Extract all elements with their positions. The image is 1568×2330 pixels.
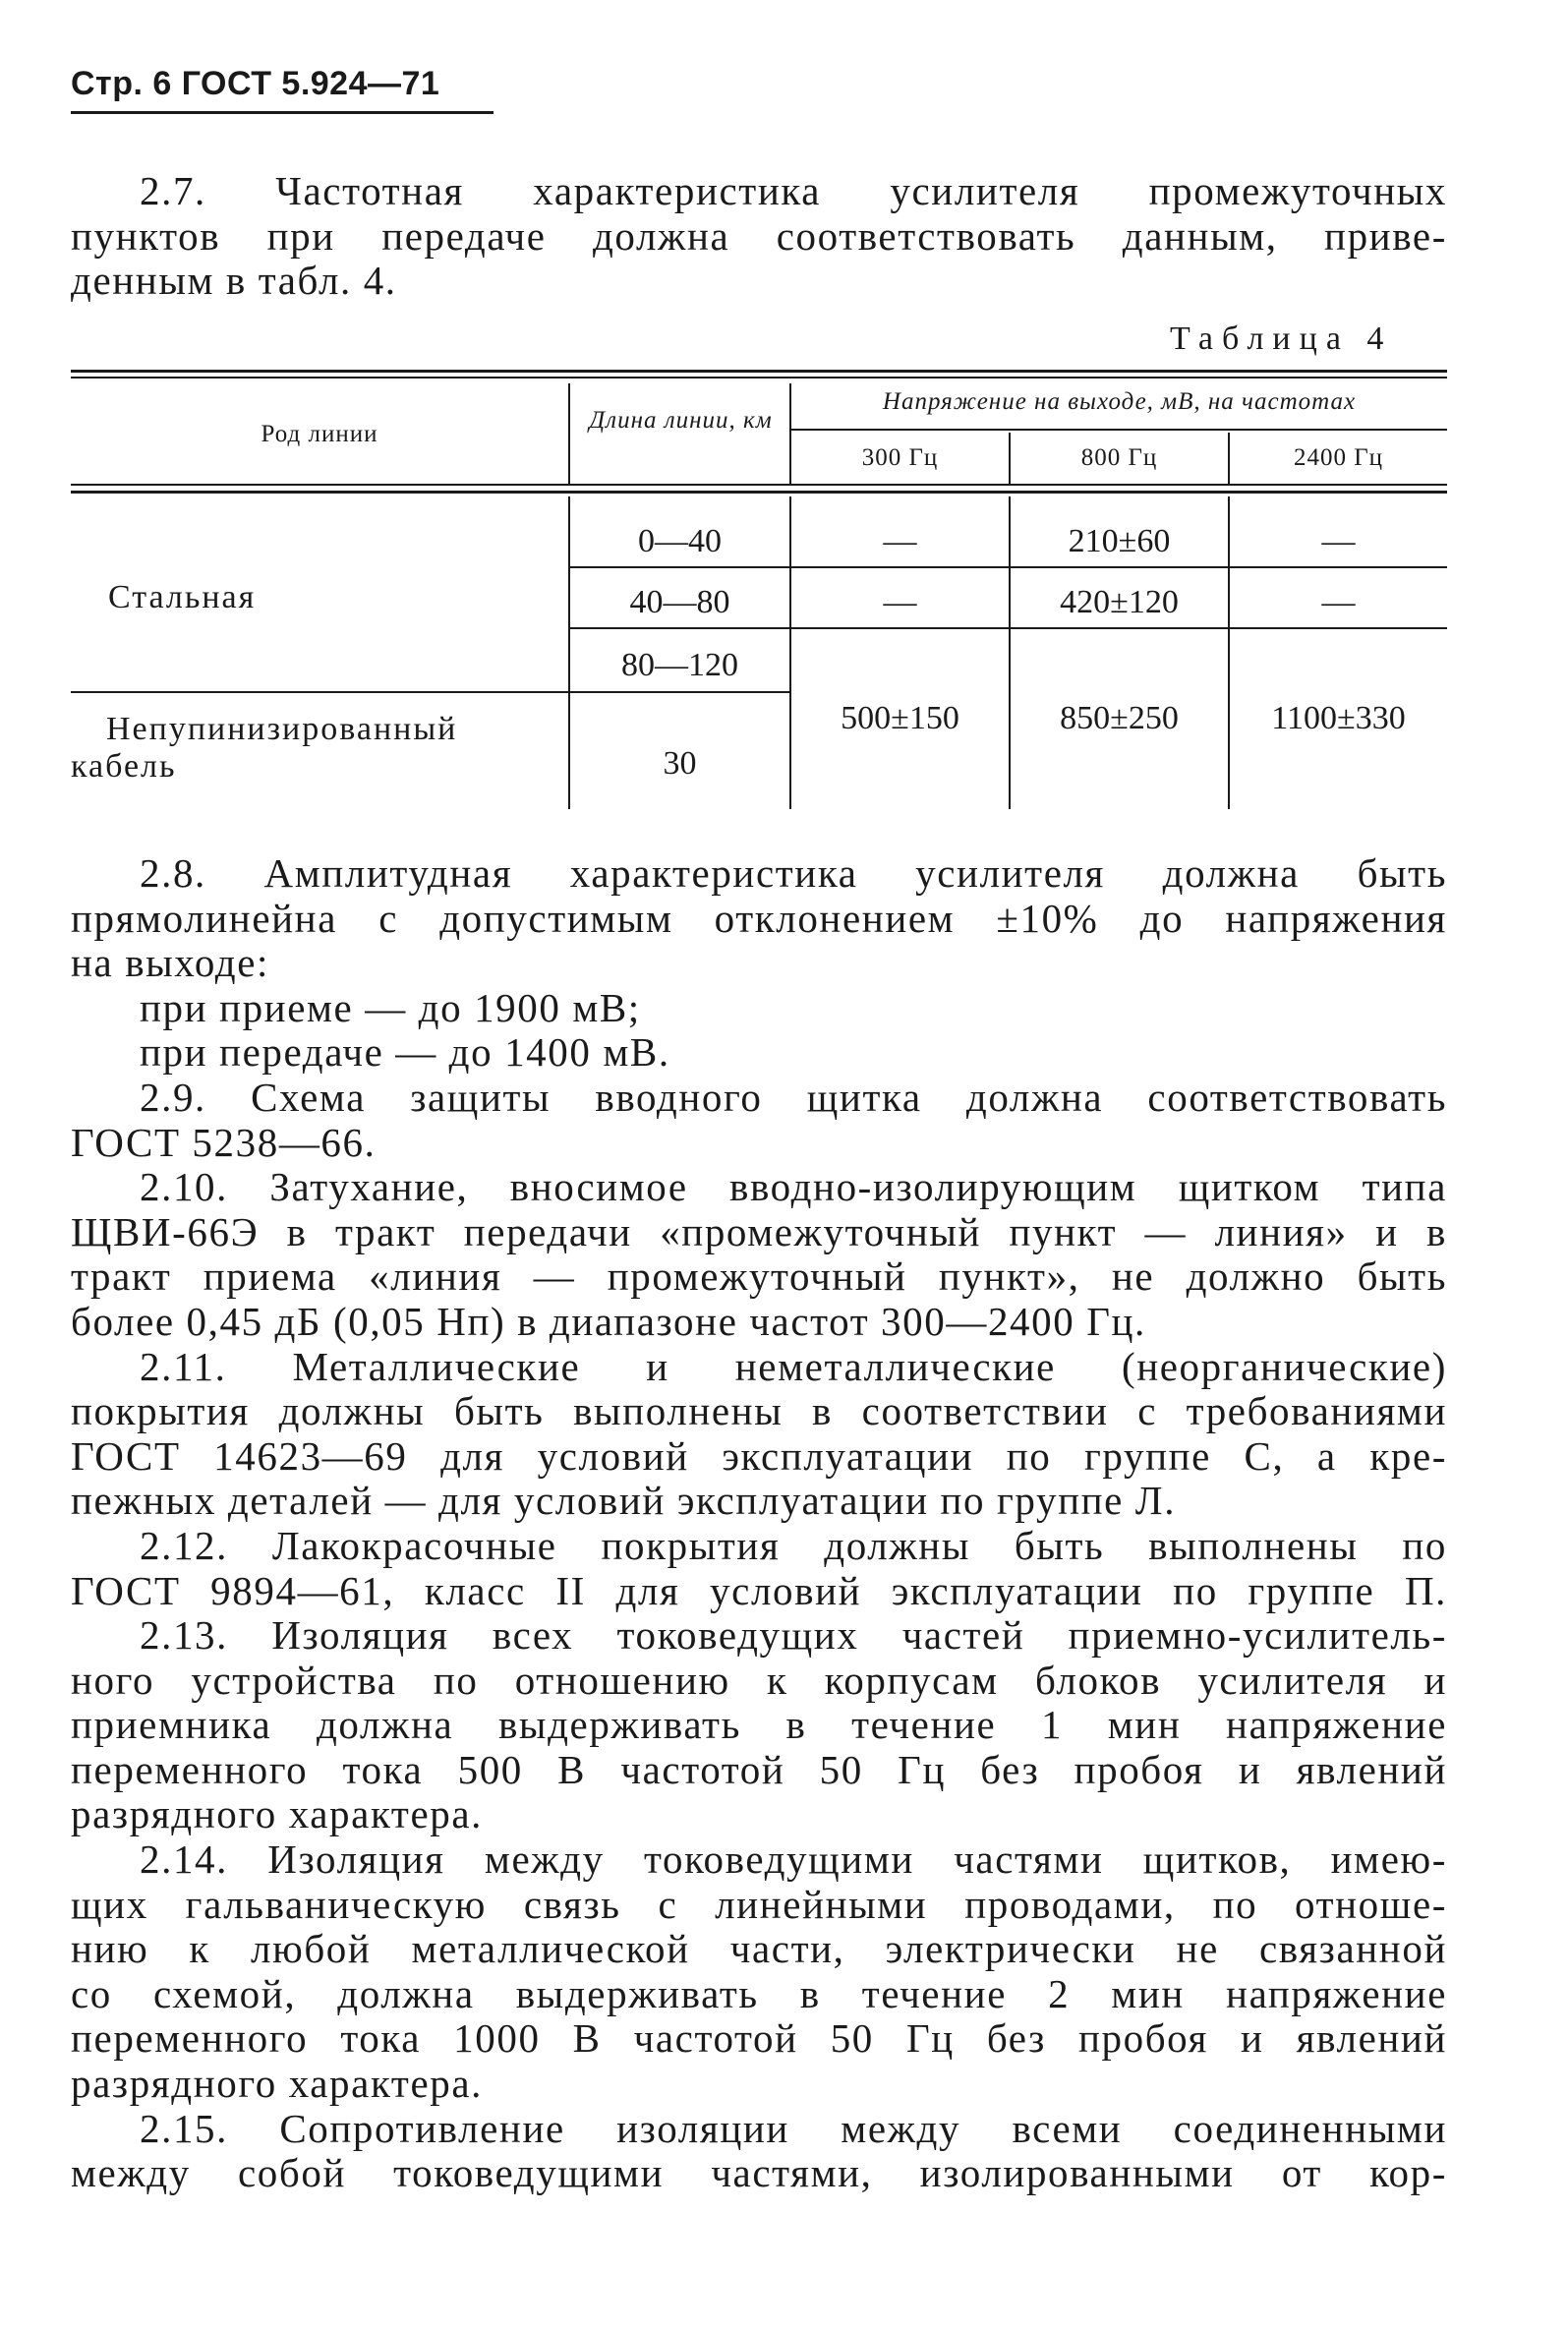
text-line: денным в табл. 4. — [71, 258, 397, 304]
text-line: ГОСТ 14623—69 для условий эксплуатации по группе С, а кре- — [71, 1432, 1447, 1479]
text-line: тракт приема «линия — промежуточный пункт», не должно быть — [71, 1253, 1447, 1300]
text-line: 2.14. Изоляция между токоведущими частями щитков, имею- — [140, 1836, 1447, 1883]
value-cell: 1100±330 — [1271, 700, 1406, 736]
text-line: разрядного характера. — [71, 1791, 483, 1837]
row-label-cable-line1: Непупинизированный — [106, 711, 458, 747]
text-line: пежных деталей — для условий эксплуатации по группе Л. — [71, 1478, 1177, 1524]
text-line: 2.11. Металлические и неметаллические (неорганические) — [140, 1343, 1447, 1389]
length-cell: 30 — [663, 745, 697, 782]
row-label-steel: Стальная — [108, 579, 257, 615]
header-2400hz: 2400 Гц — [1293, 444, 1384, 471]
value-cell: 500±150 — [841, 700, 959, 736]
text-line: нию к любой металлической части, электрически не связанной — [71, 1926, 1447, 1972]
text-line: прямолинейна с допустимым отклонением ±10% до напряжения — [71, 895, 1447, 941]
text-line: при приеме — до 1900 мВ; — [140, 984, 641, 1030]
header-800hz: 800 Гц — [1080, 444, 1158, 471]
text-line: покрытия должны быть выполнены в соответствии с требованиями — [71, 1388, 1447, 1434]
text-line: ного устройства по отношению к корпусам блоков усилителя и — [71, 1657, 1447, 1703]
length-cell: 40—80 — [629, 584, 730, 620]
text-line: ЩВИ-66Э в тракт передачи «промежуточный пункт — линия» и в — [71, 1208, 1447, 1254]
table-caption: Таблица 4 — [1170, 320, 1393, 357]
text-line: 2.8. Амплитудная характеристика усилителя должна быть — [140, 850, 1447, 896]
value-cell: 420±120 — [1060, 584, 1179, 620]
value-cell: — — [883, 584, 917, 620]
header-line-type: Род линии — [261, 421, 378, 447]
text-line: ГОСТ 5238—66. — [71, 1119, 377, 1165]
header-rule — [71, 111, 494, 114]
length-cell: 0—40 — [638, 523, 722, 559]
text-line: при передаче — до 1400 мВ. — [140, 1029, 670, 1076]
text-line: пунктов при передаче должна соответствовать данным, приве- — [71, 212, 1447, 259]
value-cell: — — [1321, 523, 1356, 559]
text-line: 2.10. Затухание, вносимое вводно-изолирующим щитком типа — [140, 1164, 1447, 1210]
text-line: 2.13. Изоляция всех токоведущих частей приемно-усилитель- — [140, 1612, 1447, 1659]
row-label-cable-line2: кабель — [71, 748, 177, 785]
value-cell: 210±60 — [1068, 523, 1171, 559]
text-line: 2.15. Сопротивление изоляции между всеми соединенными — [140, 2105, 1447, 2151]
text-line: 2.12. Лакокрасочные покрытия должны быть выполнены по — [140, 1522, 1447, 1568]
text-line: переменного тока 1000 В частотой 50 Гц без пробоя и явлений — [71, 2015, 1447, 2062]
text-line: переменного тока 500 В частотой 50 Гц без пробоя и явлений — [71, 1746, 1447, 1792]
text-line: 2.9. Схема защиты вводного щитка должна соответствовать — [140, 1074, 1447, 1120]
header-300hz: 300 Гц — [861, 444, 939, 471]
text-line: между собой токоведущими частями, изолированными от кор- — [71, 2150, 1447, 2196]
value-cell: — — [1321, 584, 1356, 620]
body-text — [71, 851, 1447, 2196]
text-line: приемника должна выдерживать в течение 1 мин напряжение — [71, 1702, 1447, 1748]
text-line: со схемой, должна выдерживать в течение 2 мин напряжение — [71, 1970, 1447, 2016]
section-2-7 — [71, 169, 1447, 304]
value-cell: — — [883, 523, 917, 559]
text-line: разрядного характера. — [71, 2061, 483, 2107]
header-length: Длина линии, км — [589, 407, 773, 434]
text-line: ГОСТ 9894—61, класс II для условий эксплуатации по группе П. — [71, 1567, 1447, 1613]
page-header: Стр. 6 ГОСТ 5.924—71 — [71, 65, 440, 102]
header-voltage-group: Напряжение на выходе, мВ, на частотах — [882, 388, 1357, 415]
text-line: более 0,45 дБ (0,05 Нп) в диапазоне частот 300—2400 Гц. — [71, 1298, 1146, 1344]
text-line: щих гальваническую связь с линейными проводами, по отноше- — [71, 1881, 1447, 1927]
text-line: на выходе: — [71, 940, 270, 986]
text-line: 2.7. Частотная характеристика усилителя промежуточных — [140, 168, 1447, 213]
row-label-cable — [71, 711, 562, 786]
length-cell: 80—120 — [621, 647, 738, 683]
value-cell: 850±250 — [1060, 700, 1179, 736]
